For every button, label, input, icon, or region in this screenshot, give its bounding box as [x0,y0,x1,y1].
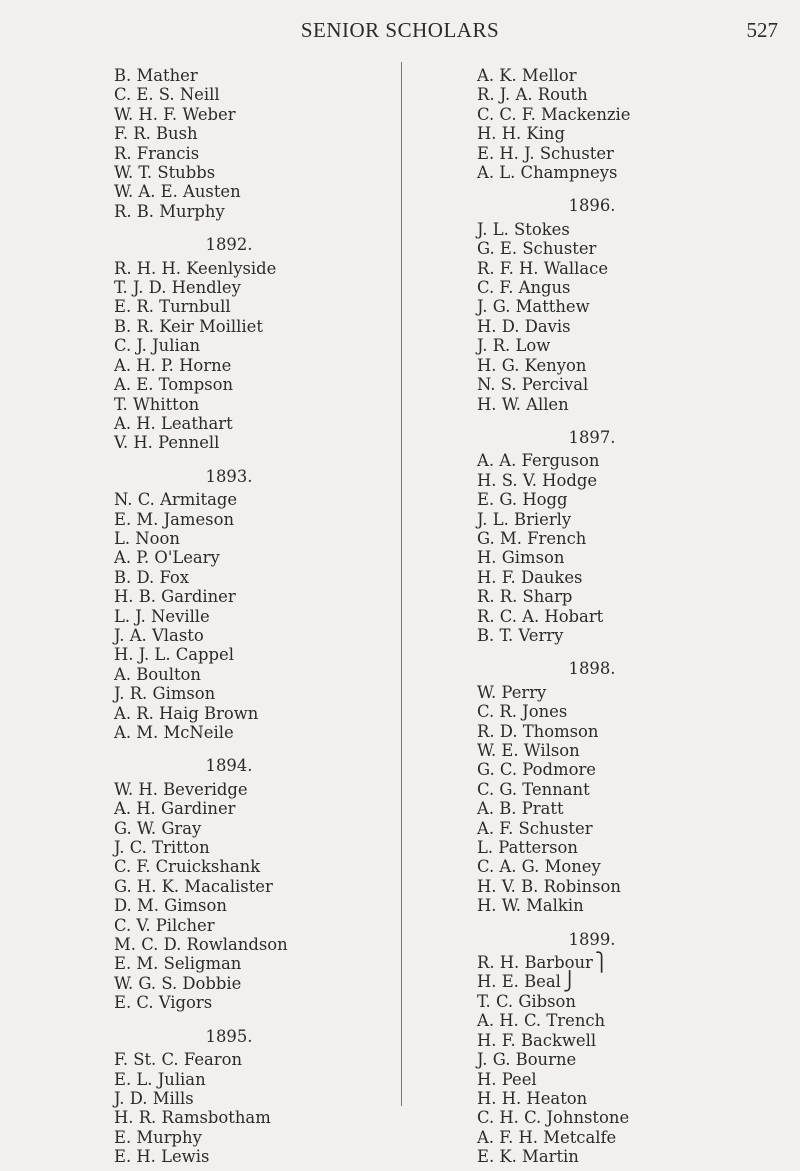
name-entry: A. L. Champneys [477,163,618,183]
name-entry: R. H. H. Keenlyside [114,258,277,278]
name-entry: C. H. C. Johnstone [477,1108,630,1128]
name-entry: A. H. C. Trench [477,1011,606,1031]
bracket-mark: ⎫ [594,952,609,974]
name-entry: A. H. Gardiner [114,799,236,819]
name-entry: N. S. Percival [477,375,589,395]
name-entry: T. J. D. Hendley [114,278,241,298]
right-column [477,66,777,1167]
initial-names-block [477,66,777,182]
bracket-mark: ⎭ [562,971,577,993]
name-entry: C. E. S. Neill [114,85,220,105]
name-entry: H. F. Daukes [477,567,583,587]
name-entry: C. C. F. Mackenzie [477,104,631,124]
name-entry: B. T. Verry [477,625,564,645]
name-entry: E. L. Julian [114,1069,206,1089]
name-entry: A. A. Ferguson [477,451,600,471]
year-heading-1892: 1892. [205,235,253,255]
left-column [114,66,414,1167]
year-heading-1899: 1899. [568,929,616,949]
name-entry: A. F. Schuster [477,818,593,838]
name-entry: J. D. Mills [114,1088,194,1108]
name-entry: C. G. Tennant [477,779,590,799]
name-entry: H. Gimson [477,548,565,568]
name-entry: H. V. B. Robinson [477,876,621,896]
name-entry: C. J. Julian [114,336,201,356]
names-1899 [477,992,777,1167]
name-entry: F. R. Bush [114,124,198,144]
name-entry: N. C. Armitage [114,490,238,510]
name-entry: J. G. Matthew [477,297,590,317]
year-heading-1897: 1897. [568,427,616,447]
name-entry: E. K. Martin [477,1147,579,1167]
name-entry: W. H. F. Weber [114,104,236,124]
name-entry: E. G. Hogg [477,490,568,510]
initial-names-block [114,66,414,221]
name-entry: H. J. L. Cappel [114,645,234,665]
name-entry: T. C. Gibson [477,991,576,1011]
name-entry: A. R. Haig Brown [114,703,259,723]
name-entry: M. C. D. Rowlandson [114,935,288,955]
name-entry: L. Noon [114,528,180,548]
name-entry: F. St. C. Fearon [114,1050,243,1070]
name-entry: H. Peel [477,1069,537,1089]
name-entry: H. F. Backwell [477,1030,597,1050]
name-entry: A. K. Mellor [477,66,577,85]
name-entry: J. R. Low [477,336,551,356]
name-entry: H. W. Allen [477,394,569,414]
name-entry: A. P. O'Leary [114,548,220,568]
name-entry: R. H. Barbour ⎫ [477,952,609,974]
name-entry: H. H. Heaton [477,1088,588,1108]
name-entry: E. M. Jameson [114,509,235,529]
name-entry: W. A. E. Austen [114,182,241,202]
names-1893 [114,490,414,742]
name-entry: C. R. Jones [477,702,568,722]
name-entry: A. M. McNeile [114,723,234,742]
name-entry: G. H. K. Macalister [114,876,273,896]
page-title: SENIOR SCHOLARS [300,18,500,42]
name-entry: G. E. Schuster [477,239,597,259]
name-entry: J. A. Vlasto [114,625,204,645]
name-entry: C. A. G. Money [477,857,601,877]
name-entry: B. Mather [114,66,198,85]
year-heading-1898: 1898. [568,659,616,679]
name-entry: J. G. Bourne [477,1050,577,1070]
name-entry: B. D. Fox [114,567,190,587]
names-1899-bracketed [477,953,777,992]
page-number: 527 [746,18,778,42]
name-entry: R. D. Thomson [477,721,599,741]
name-entry: J. L. Brierly [477,509,572,529]
name-entry: G. C. Podmore [477,760,596,780]
name-entry: T. Whitton [114,394,200,414]
names-1898 [477,683,777,916]
names-1896 [477,220,777,414]
name-entry: C. F. Angus [477,278,571,298]
names-1892 [114,259,414,453]
name-entry: H. W. Malkin [477,896,584,916]
name-entry: E. Murphy [114,1127,202,1147]
name-entry: A. H. P. Horne [114,355,232,375]
name-entry: H. S. V. Hodge [477,470,598,490]
name-entry: H. H. King [477,124,565,144]
name-entry: H. G. Kenyon [477,355,587,375]
name-entry: H. D. Davis [477,316,571,336]
name-entry: W. E. Wilson [477,741,580,760]
name-entry: G. M. French [477,528,587,548]
name-entry: E. H. J. Schuster [477,143,614,163]
name-entry: A. F. H. Metcalfe [477,1127,617,1147]
name-entry: V. H. Pennell [114,433,220,453]
name-entry: R. J. A. Routh [477,85,588,105]
names-1897 [477,451,777,645]
name-entry: W. Perry [477,682,547,702]
name-entry: E. H. Lewis [114,1147,210,1167]
name-entry: E. M. Seligman [114,954,242,974]
name-entry: C. F. Cruickshank [114,857,261,877]
name-entry: H. E. Beal ⎭ [477,971,577,993]
name-entry: R. B. Murphy [114,201,225,221]
name-entry: G. W. Gray [114,818,202,838]
name-entry: J. R. Gimson [114,684,216,704]
name-entry: L. J. Neville [114,606,210,626]
name-entry: C. V. Pilcher [114,915,215,935]
name-entry: A. E. Tompson [114,375,234,395]
name-entry: E. C. Vigors [114,993,213,1013]
names-1895 [114,1050,414,1166]
name-entry: W. H. Beveridge [114,779,248,799]
name-entry: E. R. Turnbull [114,297,231,317]
name-entry: D. M. Gimson [114,896,227,916]
year-heading-1895: 1895. [205,1026,253,1046]
page-header [0,18,800,48]
name-entry: J. C. Tritton [114,838,210,858]
name-entry: R. R. Sharp [477,587,573,607]
name-entry: A. B. Pratt [477,799,564,819]
name-entry: H. R. Ramsbotham [114,1108,271,1128]
name-entry: A. H. Leathart [114,413,233,433]
name-entry: A. Boulton [114,664,201,684]
name-entry: B. R. Keir Moilliet [114,316,263,336]
name-entry: L. Patterson [477,838,578,858]
year-heading-1893: 1893. [205,466,253,486]
year-heading-1896: 1896. [568,196,616,216]
name-entry: R. C. A. Hobart [477,606,604,626]
year-heading-1894: 1894. [205,756,253,776]
names-1894 [114,780,414,1013]
name-entry: J. L. Stokes [477,219,570,239]
name-entry: W. G. S. Dobbie [114,973,242,993]
name-entry: W. T. Stubbs [114,163,216,183]
name-entry: H. B. Gardiner [114,587,236,607]
name-entry: R. F. H. Wallace [477,258,609,278]
name-entry: R. Francis [114,143,200,163]
